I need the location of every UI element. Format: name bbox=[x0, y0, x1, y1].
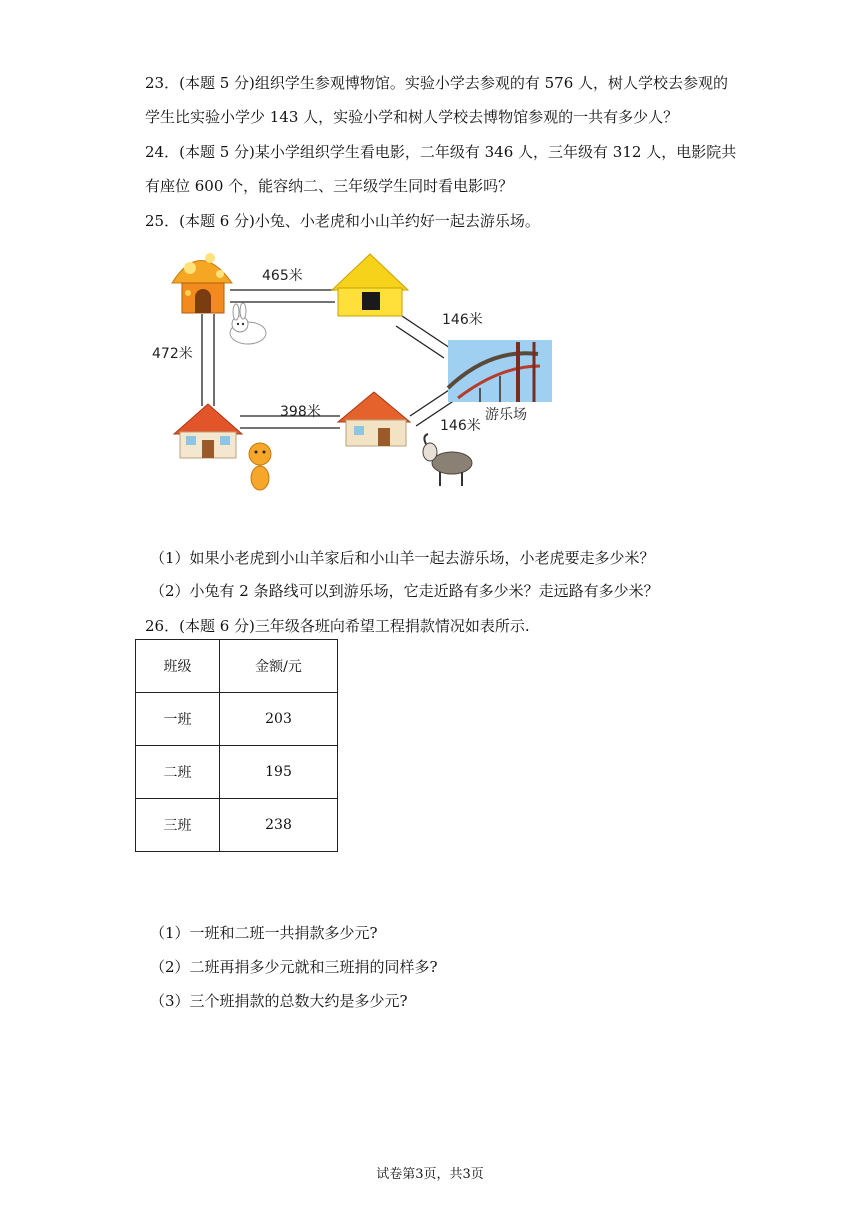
tiger-house-icon bbox=[174, 404, 242, 458]
q25-sub2: （2）小兔有 2 条路线可以到游乐场，它走近路有多少米？走远路有多少米？ bbox=[150, 582, 659, 600]
page-footer: 试卷第3页，共3页 bbox=[376, 1167, 484, 1182]
park-label: 游乐场 bbox=[485, 407, 527, 423]
q24-line1: 24．(本题 5 分)某小学组织学生看电影，二年级有 346 人，三年级有 312 人，电影院共 bbox=[145, 143, 737, 161]
table-cell: 203 bbox=[220, 693, 338, 746]
q23-line2: 学生比实验小学少 143 人，实验小学和树人学校去博物馆参观的一共有多少人？ bbox=[145, 108, 679, 126]
distance-label: 146米 bbox=[440, 418, 481, 434]
table-header-row bbox=[136, 640, 338, 693]
table-row bbox=[136, 746, 338, 799]
table-cell: 二班 bbox=[136, 746, 220, 799]
q26-sub1: （1）一班和二班一共捐款多少元? bbox=[150, 924, 378, 942]
q24-line2: 有座位 600 个，能容纳二、三年级学生同时看电影吗？ bbox=[145, 177, 514, 195]
q25-line1: 25．(本题 6 分)小兔、小老虎和小山羊约好一起去游乐场。 bbox=[145, 212, 540, 230]
table-cell: 238 bbox=[220, 799, 338, 852]
tiger-icon bbox=[249, 443, 271, 490]
route-diagram-svg bbox=[140, 238, 570, 500]
q26-sub3: （3）三个班捐款的总数大约是多少元? bbox=[150, 992, 408, 1010]
donation-table bbox=[135, 639, 338, 852]
distance-label: 398米 bbox=[280, 404, 321, 420]
road-top-park-b bbox=[396, 326, 444, 358]
table-header-cell: 班级 bbox=[136, 640, 220, 693]
q25-sub1: （1）如果小老虎到小山羊家后和小山羊一起去游乐场，小老虎要走多少米？ bbox=[150, 549, 655, 567]
goat-house-icon bbox=[338, 392, 410, 446]
q26-sub2: （2）二班再捐多少元就和三班捐的同样多? bbox=[150, 958, 438, 976]
table-row bbox=[136, 693, 338, 746]
distance-label: 465米 bbox=[262, 268, 303, 284]
rabbit-icon bbox=[230, 303, 266, 344]
q26-line1: 26．(本题 6 分)三年级各班向希望工程捐款情况如表所示. bbox=[145, 617, 530, 635]
table-row bbox=[136, 799, 338, 852]
route-diagram bbox=[140, 238, 570, 500]
table-header-cell: 金额/元 bbox=[220, 640, 338, 693]
table-cell: 195 bbox=[220, 746, 338, 799]
amusement-park-icon bbox=[448, 340, 552, 402]
road-goat-park-a bbox=[410, 388, 452, 416]
table-cell: 三班 bbox=[136, 799, 220, 852]
distance-label: 472米 bbox=[152, 346, 193, 362]
mushroom-house-icon bbox=[172, 253, 232, 313]
yellow-house-icon bbox=[332, 254, 408, 316]
q23-line1: 23．(本题 5 分)组织学生参观博物馆。实验小学去参观的有 576 人，树人学校去参观的 bbox=[145, 74, 729, 92]
goat-icon bbox=[423, 434, 472, 486]
table-cell: 一班 bbox=[136, 693, 220, 746]
distance-label: 146米 bbox=[442, 312, 483, 328]
